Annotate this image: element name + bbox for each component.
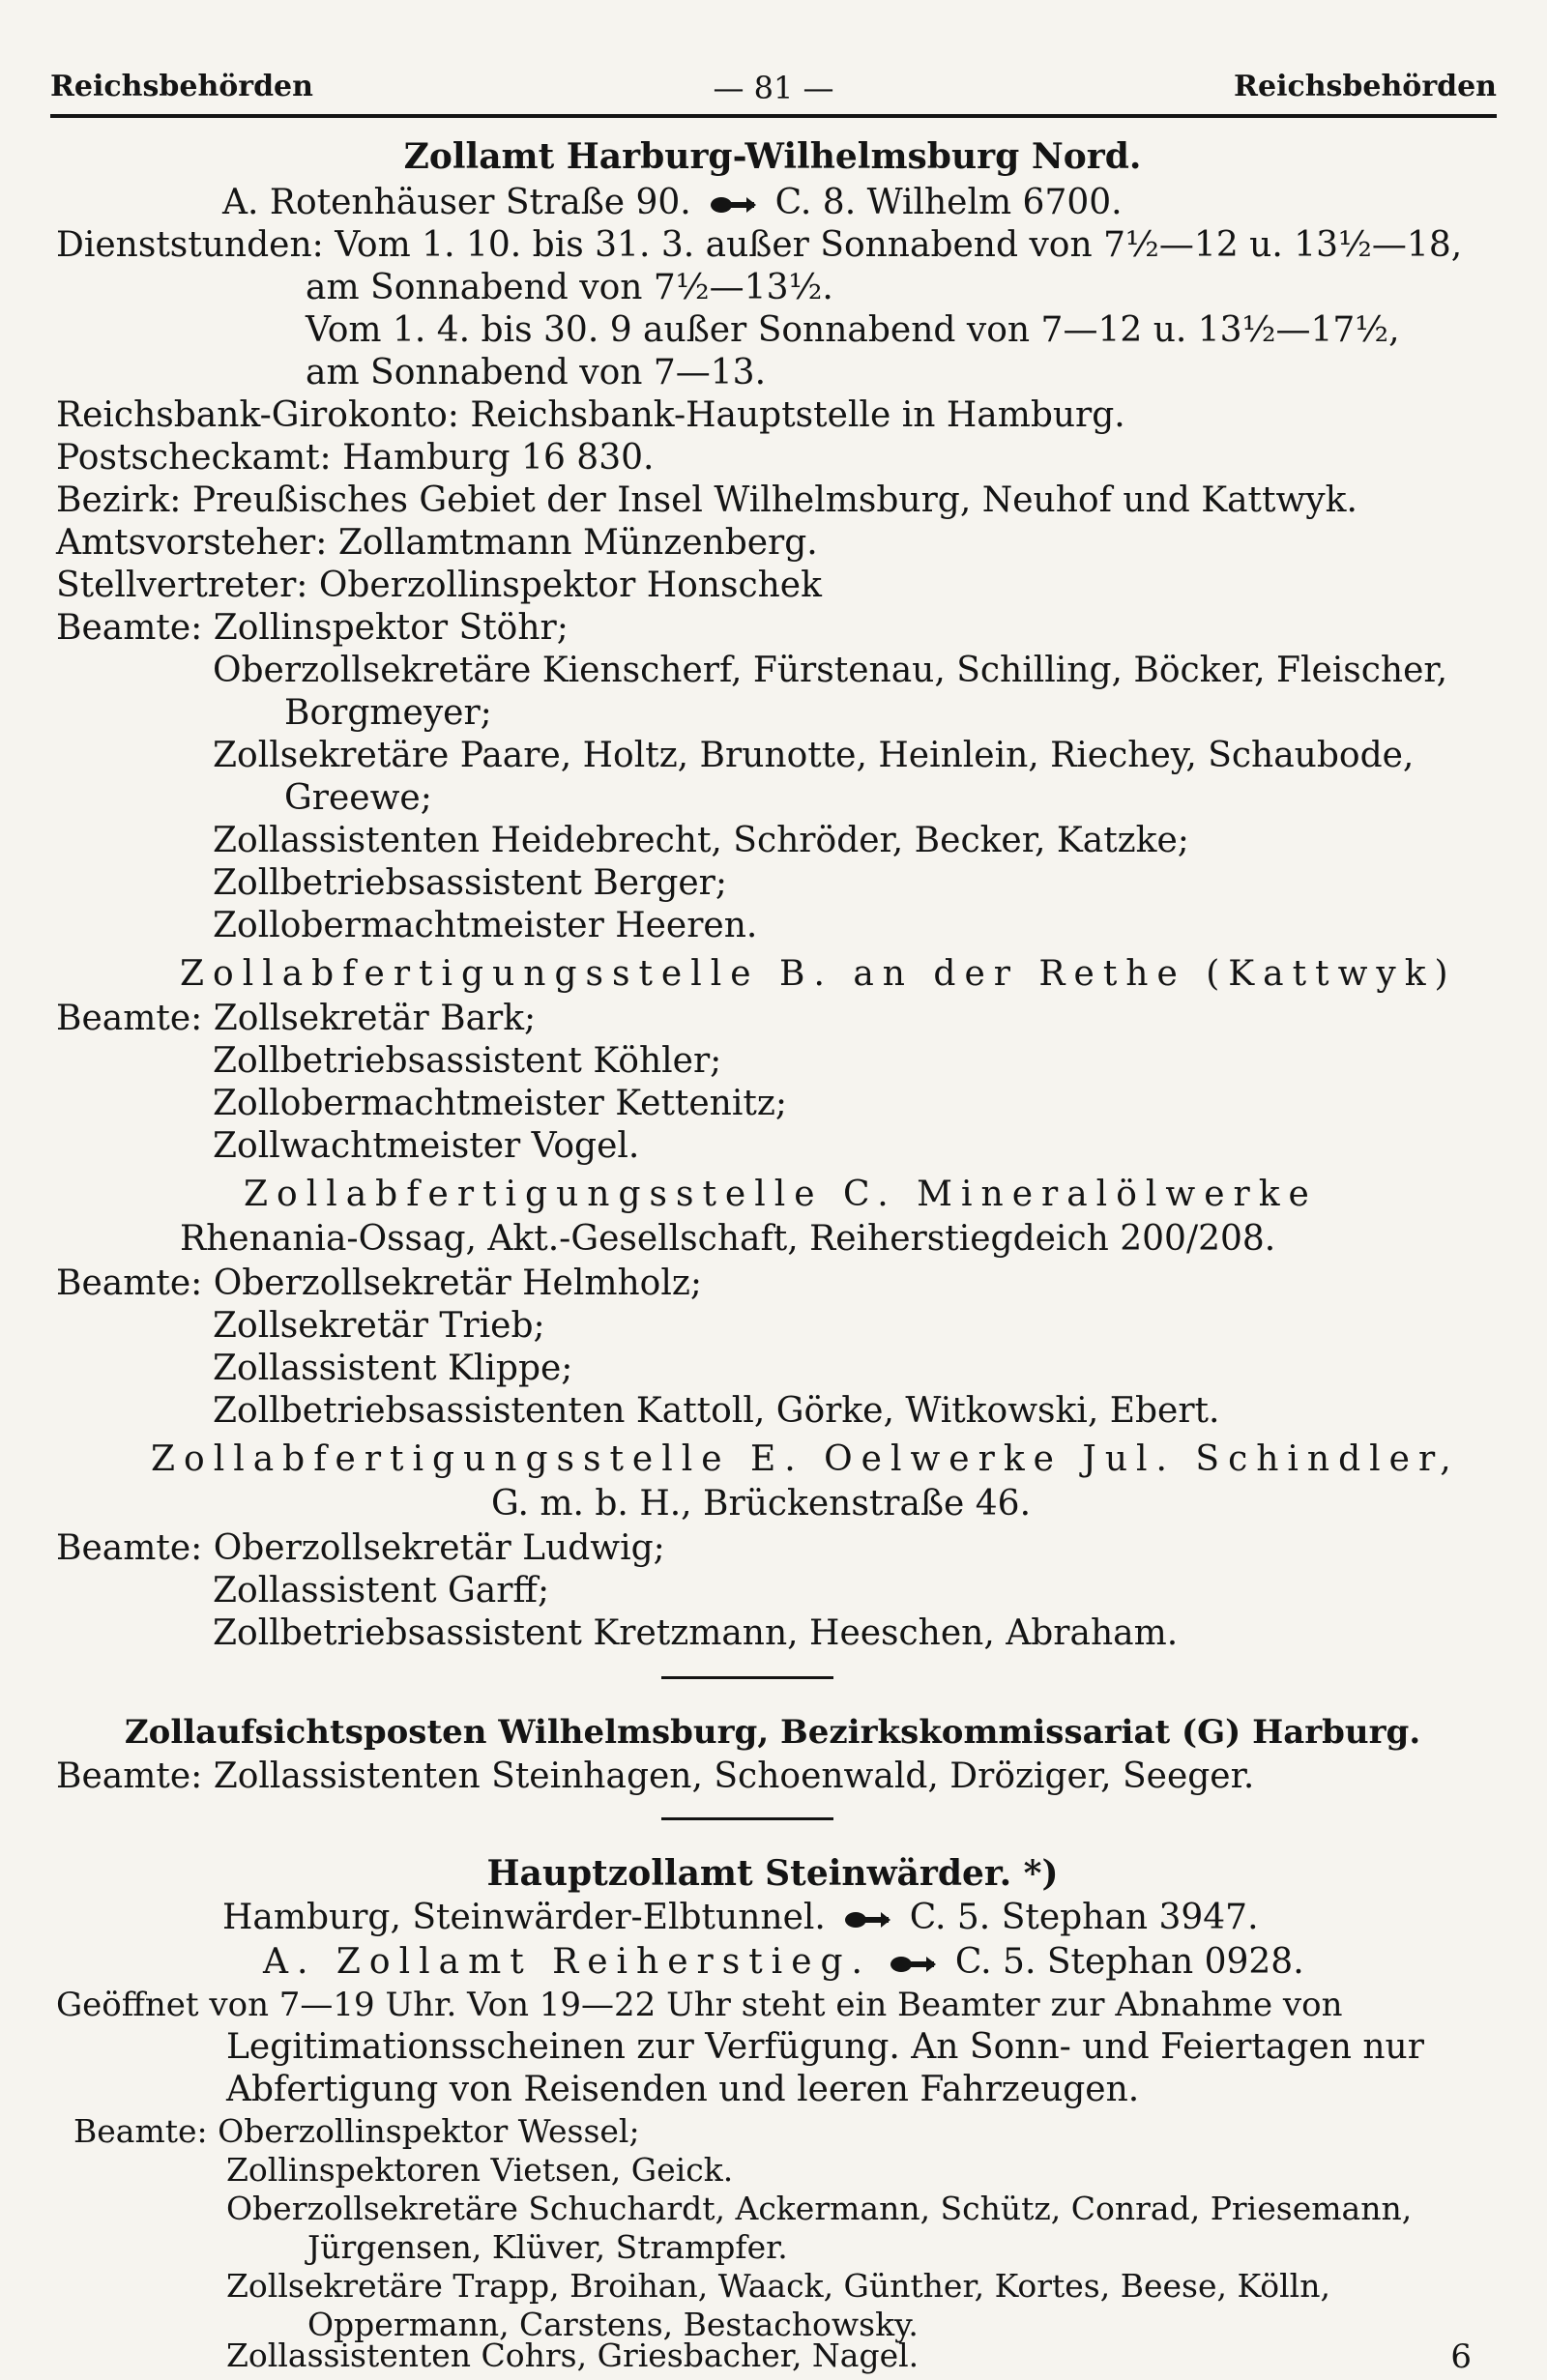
head-of-office: Amtsvorsteher: Zollamtmann Münzenberg. xyxy=(56,523,818,563)
steinwaerder-officials-3: Oberzollsekretäre Schuchardt, Ackermann, Schütz, Conrad, Priesemann, xyxy=(226,2190,1413,2227)
officials-line-8: Zollobermachtmeister Heeren. xyxy=(213,906,758,945)
section-title-oelwerke: Zollabfertigungsstelle E. Oelwerke Jul. Schindler, xyxy=(151,1439,1460,1479)
reiherstieg-title: A. Zollamt Reiherstieg. xyxy=(263,1942,871,1982)
officials-line-2: Oberzollsekretäre Kienscherf, Fürstenau, Schilling, Böcker, Fleischer, xyxy=(213,651,1448,690)
telephone-icon xyxy=(842,1909,892,1930)
running-head-right: Reichsbehörden xyxy=(1234,70,1497,103)
office-hours-line-1: Dienststunden: Vom 1. 10. bis 31. 3. außer Sonnabend von 7½—12 u. 13½—18, xyxy=(56,225,1463,265)
deputy: Stellvertreter: Oberzollinspektor Honschek xyxy=(56,566,822,605)
steinwaerder-officials-1: Beamte: Oberzollinspektor Wessel; xyxy=(73,2112,640,2150)
office-hours-line-2: am Sonnabend von 7½—13½. xyxy=(306,268,833,307)
section-divider xyxy=(661,1817,833,1820)
opening-hours-1: Geöffnet von 7—19 Uhr. Von 19—22 Uhr steht ein Beamter zur Abnahme von xyxy=(56,1986,1343,2024)
steinwaerder-address xyxy=(222,1897,1489,1939)
telephone-icon xyxy=(708,194,758,216)
mineral-officials-3: Zollassistent Klippe; xyxy=(213,1349,573,1388)
reiherstieg-line xyxy=(263,1941,1489,1984)
section-title-mineraloelwerke: Zollabfertigungsstelle C. Mineralölwerke xyxy=(244,1175,1318,1214)
district: Bezirk: Preußisches Gebiet der Insel Wilhelmsburg, Neuhof und Kattwyk. xyxy=(56,480,1357,520)
oel-officials-1: Beamte: Oberzollsekretär Ludwig; xyxy=(56,1528,665,1568)
office-hours-line-4: am Sonnabend von 7—13. xyxy=(306,353,767,392)
section-title-steinwaerder: Hauptzollamt Steinwärder. *) xyxy=(486,1853,1059,1894)
rethe-officials-1: Beamte: Zollsekretär Bark; xyxy=(56,999,537,1038)
officials-line-6: Zollassistenten Heidebrecht, Schröder, Becker, Katzke; xyxy=(213,821,1189,860)
header-rule xyxy=(50,114,1497,118)
officials-line-4: Zollsekretäre Paare, Holtz, Brunotte, Heinlein, Riechey, Schaubode, xyxy=(213,736,1415,775)
address-line xyxy=(222,182,1489,224)
office-hours-line-3: Vom 1. 4. bis 30. 9 außer Sonnabend von 7—12 u. 13½—17½, xyxy=(306,310,1400,350)
page-number-bottom: 6 xyxy=(1450,2337,1472,2376)
rethe-officials-4: Zollwachtmeister Vogel. xyxy=(213,1126,640,1166)
postscheck-account: Postscheckamt: Hamburg 16 830. xyxy=(56,438,655,478)
officials-line-1: Beamte: Zollinspektor Stöhr; xyxy=(56,608,569,648)
telephone-number: C. 5. Stephan 3947. xyxy=(909,1898,1259,1937)
steinwaerder-officials-4: Jürgensen, Klüver, Strampfer. xyxy=(307,2228,788,2266)
opening-hours-2: Legitimationsscheinen zur Verfügung. An Sonn- und Feiertagen nur xyxy=(226,2027,1424,2067)
section-title-aufsichtsposten: Zollaufsichtsposten Wilhelmsburg, Bezirkskommissariat (G) Harburg. xyxy=(124,1713,1421,1752)
telephone-icon xyxy=(888,1954,938,1975)
running-head xyxy=(50,70,1497,108)
mineral-officials-2: Zollsekretär Trieb; xyxy=(213,1306,545,1346)
steinwaerder-officials-2: Zollinspektoren Vietsen, Geick. xyxy=(226,2151,734,2189)
mineral-officials-4: Zollbetriebsassistenten Kattoll, Görke, Witkowski, Ebert. xyxy=(213,1391,1220,1431)
address-text: Hamburg, Steinwärder-Elbtunnel. xyxy=(222,1898,826,1937)
rethe-officials-2: Zollbetriebsassistent Köhler; xyxy=(213,1041,722,1081)
officials-line-5: Greewe; xyxy=(284,778,432,818)
address-text: A. Rotenhäuser Straße 90. xyxy=(222,183,691,222)
telephone-number: C. 8. Wilhelm 6700. xyxy=(774,183,1123,222)
mineral-officials-1: Beamte: Oberzollsekretär Helmholz; xyxy=(56,1263,702,1303)
section-title-rethe: Zollabfertigungsstelle B. an der Rethe (Kattwyk) xyxy=(180,954,1457,994)
opening-hours-3: Abfertigung von Reisenden und leeren Fahrzeugen. xyxy=(226,2070,1140,2109)
page-number-top: — 81 — xyxy=(713,70,834,106)
steinwaerder-officials-6: Oppermann, Carstens, Bestachowsky. xyxy=(307,2306,919,2343)
section-title-oelwerke-2: G. m. b. H., Brückenstraße 46. xyxy=(491,1484,1032,1524)
telephone-number: C. 5. Stephan 0928. xyxy=(954,1942,1304,1982)
steinwaerder-officials-5: Zollsekretäre Trapp, Broihan, Waack, Günther, Kortes, Beese, Kölln, xyxy=(226,2267,1330,2305)
running-head-left: Reichsbehörden xyxy=(50,70,313,103)
oel-officials-2: Zollassistent Garff; xyxy=(213,1571,550,1611)
aufsicht-officials: Beamte: Zollassistenten Steinhagen, Schoenwald, Dröziger, Seeger. xyxy=(56,1756,1255,1796)
rethe-officials-3: Zollobermachtmeister Kettenitz; xyxy=(213,1084,787,1123)
officials-line-7: Zollbetriebsassistent Berger; xyxy=(213,863,728,903)
giro-account: Reichsbank-Girokonto: Reichsbank-Hauptstelle in Hamburg. xyxy=(56,395,1125,435)
section-title-mineraloelwerke-2: Rhenania-Ossag, Akt.-Gesellschaft, Reiherstiegdeich 200/208. xyxy=(180,1219,1276,1259)
section-title-harburg: Zollamt Harburg-Wilhelmsburg Nord. xyxy=(403,136,1142,177)
steinwaerder-officials-7: Zollassistenten Cohrs, Griesbacher, Nagel. xyxy=(226,2336,919,2374)
section-divider xyxy=(661,1676,833,1679)
oel-officials-3: Zollbetriebsassistent Kretzmann, Heeschen, Abraham. xyxy=(213,1613,1179,1653)
officials-line-3: Borgmeyer; xyxy=(284,693,492,733)
